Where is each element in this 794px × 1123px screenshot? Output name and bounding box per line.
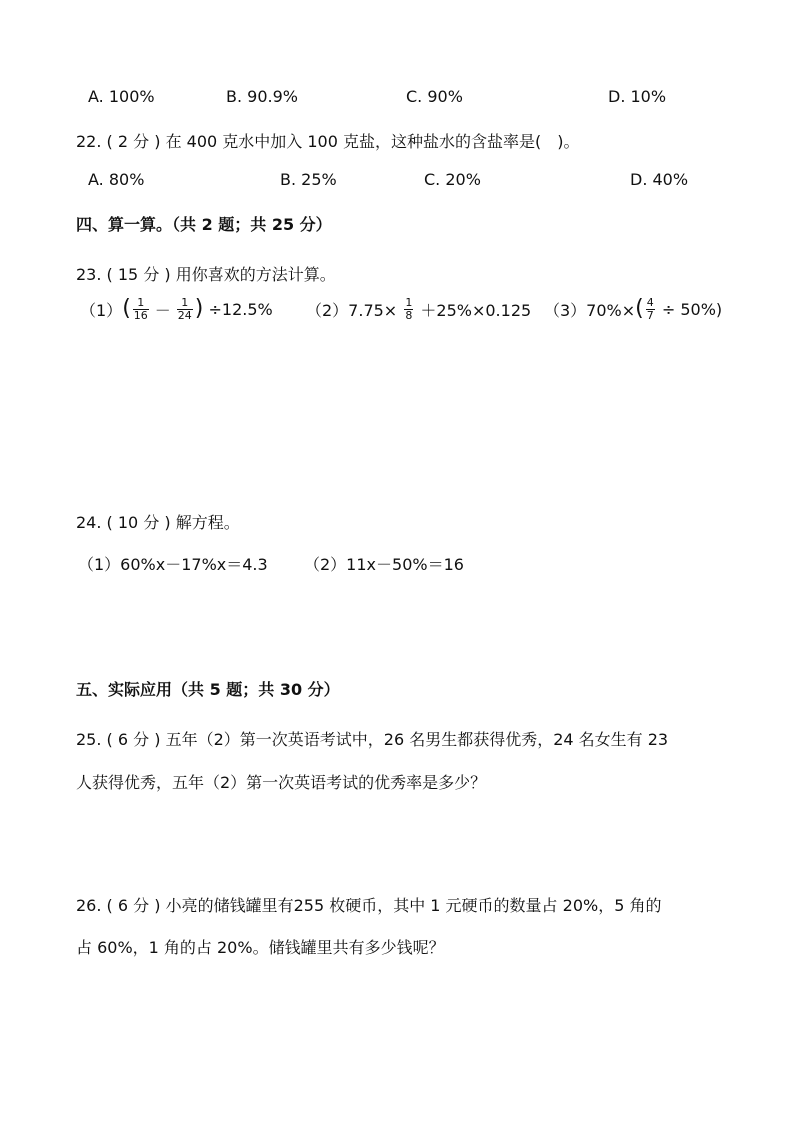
q22-option-b: B. 25% [280,170,337,189]
open-paren: ( [635,295,644,321]
q21-option-d: D. 10% [608,87,667,106]
question-25-line-2: 人获得优秀，五年（2）第一次英语考试的优秀率是多少？ [76,773,487,792]
part-label: （3）70%× [544,301,636,320]
question-25 [76,727,668,750]
q23-part-2 [306,297,531,322]
q24-part-1: （1）60%x－17%x＝4.3 [78,555,268,574]
question-text: 用你喜欢的方法计算。 [175,265,336,284]
q22-option-c: C. 20% [424,170,481,189]
q24-part-2: （2）11x－50%＝16 [304,555,464,574]
question-number: 26. [76,896,102,915]
question-score: ( 2 分 ) [106,132,161,151]
question-score: ( 6 分 ) [106,730,161,749]
question-26 [76,893,661,916]
fraction-4-7: $\frac{4}{7}$ [646,296,654,322]
question-23 [76,262,336,285]
question-number: 24. [76,513,102,532]
minus-sign: － [154,301,171,320]
q22-option-a: A. 80% [88,170,145,189]
question-text-line-1: 五年（2）第一次英语考试中，26 名男生都获得优秀，24 名女生有 23 [165,730,669,749]
q23-part-3 [544,297,722,322]
question-number: 22. [76,132,102,151]
fraction-1-24: $\frac{1}{24}$ [177,296,192,322]
part-label: （2）7.75× [306,301,398,320]
close-paren: ) [194,295,204,321]
question-26-line-2: 占 60%，1 角的占 20%。储钱罐里共有多少钱呢？ [76,938,445,957]
expression-rest: ＋25%×0.125 [420,301,532,320]
question-text: 解方程。 [175,513,240,532]
question-score: ( 15 分 ) [106,265,171,284]
question-text-end: )。 [557,132,580,151]
question-score: ( 10 分 ) [106,513,171,532]
fraction-1-16: $\frac{1}{16}$ [133,296,148,322]
section-4-title: 四、算一算。（共 2 题；共 25 分） [76,215,332,234]
question-22 [76,129,580,152]
expression-rest: ÷12.5% [208,300,273,319]
question-score: ( 6 分 ) [106,896,161,915]
question-number: 23. [76,265,102,284]
fraction-1-8: $\frac{1}{8}$ [405,296,413,322]
question-text-line-1: 小亮的储钱罐里有255 枚硬币，其中 1 元硬币的数量占 20%，5 角的 [165,896,662,915]
open-paren: ( [122,295,131,321]
q22-option-d: D. 40% [630,170,689,189]
q21-option-c: C. 90% [406,87,463,106]
q21-option-b: B. 90.9% [226,87,298,106]
question-number: 25. [76,730,102,749]
q23-part-1 [80,297,273,322]
q21-option-a: A. 100% [88,87,155,106]
question-24 [76,510,240,533]
part-label: （1） [80,301,123,320]
section-5-title: 五、实际应用（共 5 题；共 30 分） [76,680,340,699]
expression-rest: ÷ 50%) [661,300,723,319]
question-text: 在 400 克水中加入 100 克盐，这种盐水的含盐率是( [165,132,542,151]
